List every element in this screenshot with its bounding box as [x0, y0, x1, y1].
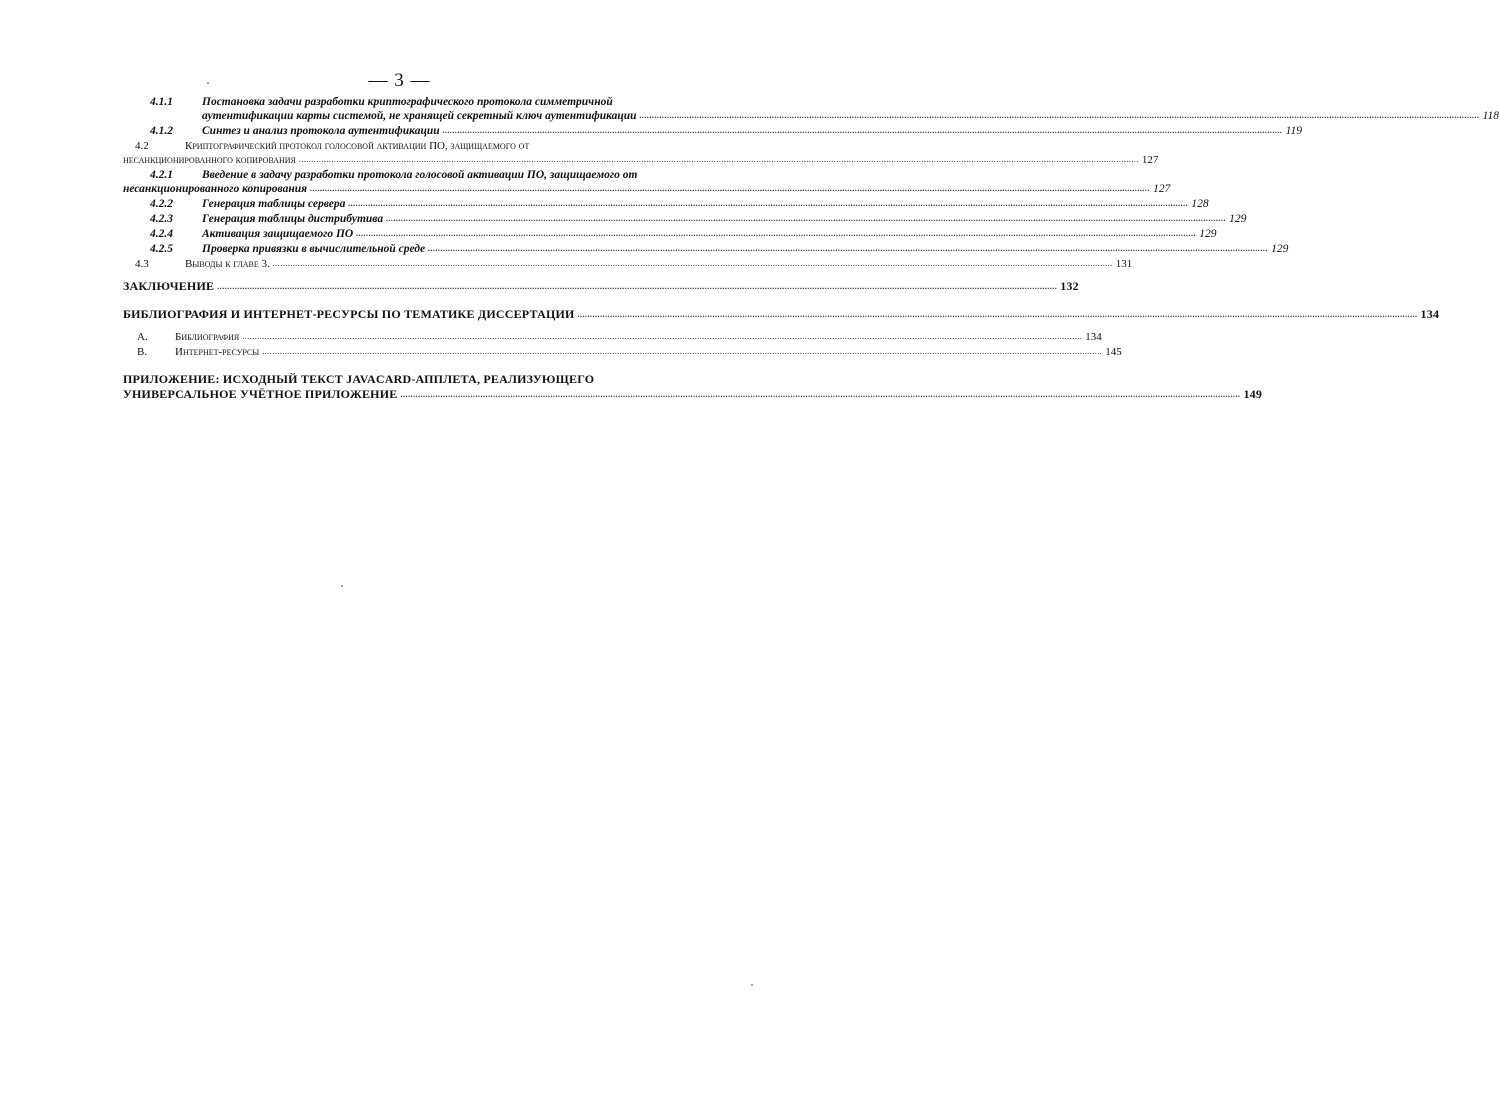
- toc-entry-page: 118: [1482, 110, 1499, 122]
- toc-entry-bibliography-a[interactable]: [123, 330, 1102, 345]
- toc-entry-bibliography-b[interactable]: [123, 345, 1122, 360]
- toc-entry-page: 129: [1199, 228, 1217, 240]
- toc-entry-title: Синтез и анализ протокола аутентификации: [202, 125, 440, 137]
- table-of-contents: [123, 95, 1499, 403]
- toc-entry-number: 4.3: [135, 258, 149, 270]
- toc-entry-4-2-3[interactable]: [123, 212, 1247, 227]
- toc-entry-4-1-1[interactable]: [123, 95, 1499, 124]
- toc-entry-page: 127: [1153, 183, 1171, 195]
- toc-entry-title: Активация защищаемого ПО: [202, 228, 354, 240]
- toc-entry-bibliography[interactable]: [123, 307, 1440, 323]
- toc-entry-title: Генерация таблицы сервера: [202, 198, 346, 210]
- toc-entry-title: Введение в задачу разработки протокола голосовой активации ПО, защищаемого от: [202, 169, 638, 181]
- toc-entry-4-2-4[interactable]: [123, 227, 1217, 242]
- toc-entry-title-continued: УНИВЕРСАЛЬНОЕ УЧЁТНОЕ ПРИЛОЖЕНИЕ: [123, 387, 398, 401]
- toc-entry-4-3[interactable]: [123, 257, 1133, 272]
- leader-dots: [310, 181, 1150, 196]
- toc-entry-page: 132: [1060, 279, 1079, 293]
- leader-dots: [242, 329, 1082, 344]
- toc-entry-title: Интернет-ресурсы: [175, 346, 260, 358]
- toc-entry-page: 119: [1285, 125, 1303, 137]
- leader-dots: [400, 386, 1240, 402]
- toc-entry-page: 149: [1243, 387, 1263, 401]
- toc-entry-page: 131: [1115, 258, 1133, 270]
- toc-entry-title-continued: несанкционированного копирования: [123, 183, 308, 195]
- toc-entry-title: БИБЛИОГРАФИЯ И ИНТЕРНЕТ-РЕСУРСЫ ПО ТЕМАТИКЕ ДИССЕРТАЦИИ: [123, 307, 575, 321]
- toc-entry-4-2-2[interactable]: [123, 197, 1209, 212]
- leader-dots: [386, 211, 1226, 226]
- toc-entry-4-2-1[interactable]: [123, 168, 1171, 197]
- spacer: [123, 360, 742, 372]
- toc-entry-page: 129: [1271, 243, 1289, 255]
- leader-dots: [348, 196, 1188, 211]
- toc-entry-title-continued: несанкционированного копирования: [123, 154, 296, 166]
- toc-entry-4-1-2[interactable]: [123, 124, 1303, 139]
- toc-entry-title: Выводы к главе 3.: [185, 258, 270, 270]
- toc-entry-appendix[interactable]: [123, 372, 1263, 403]
- toc-entry-page: 145: [1105, 346, 1122, 358]
- toc-entry-title: ПРИЛОЖЕНИЕ: ИСХОДНЫЙ ТЕКСТ JAVACARD-АППЛЕТА, РЕАЛИЗУЮЩЕГО: [123, 372, 595, 386]
- toc-entry-page: 127: [1141, 154, 1159, 166]
- leader-dots: [273, 256, 1113, 271]
- toc-entry-number: А.: [137, 331, 148, 343]
- toc-entry-title: Библиография: [175, 331, 240, 343]
- toc-entry-page: 134: [1085, 331, 1102, 343]
- toc-entry-4-2[interactable]: [123, 139, 1159, 168]
- scan-speck: [341, 585, 343, 587]
- toc-entry-number: 4.1.1: [150, 96, 173, 108]
- toc-entry-title: Криптографический протокол голосовой активации ПО, защищаемого от: [185, 140, 530, 152]
- leader-dots: [578, 306, 1418, 322]
- leader-dots: [262, 344, 1102, 359]
- toc-entry-number: 4.2: [135, 140, 149, 152]
- leader-dots: [428, 241, 1268, 256]
- toc-entry-number: 4.1.2: [150, 125, 173, 137]
- toc-entry-page: 134: [1420, 307, 1440, 321]
- toc-entry-title: Постановка задачи разработки криптографического протокола симметричной: [202, 96, 613, 108]
- toc-entry-page: 129: [1229, 213, 1247, 225]
- toc-entry-title: ЗАКЛЮЧЕНИЕ: [123, 279, 215, 293]
- toc-entry-title: Генерация таблицы дистрибутива: [202, 213, 384, 225]
- toc-entry-number: 4.2.4: [150, 228, 173, 240]
- leader-dots: [299, 152, 1139, 167]
- toc-entry-4-2-5[interactable]: [123, 242, 1289, 257]
- leader-dots: [217, 278, 1057, 294]
- toc-entry-number: 4.2.3: [150, 213, 173, 225]
- leader-dots: [443, 123, 1283, 138]
- toc-entry-conclusion[interactable]: [123, 279, 1079, 295]
- leader-dots: [356, 226, 1196, 241]
- toc-entry-title: Проверка привязки в вычислительной среде: [202, 243, 426, 255]
- leader-dots: [640, 108, 1480, 123]
- toc-entry-number: 4.2.5: [150, 243, 173, 255]
- toc-entry-title-continued: аутентификации карты системой, не хранящей секретный ключ аутентификации: [202, 110, 637, 122]
- toc-entry-number: В.: [137, 346, 148, 358]
- toc-entry-number: 4.2.1: [150, 169, 173, 181]
- toc-entry-page: 128: [1191, 198, 1209, 210]
- scan-speck: [751, 984, 753, 986]
- toc-entry-number: 4.2.2: [150, 198, 173, 210]
- page-number: — 3 —: [368, 70, 431, 91]
- scan-speck: [207, 82, 209, 84]
